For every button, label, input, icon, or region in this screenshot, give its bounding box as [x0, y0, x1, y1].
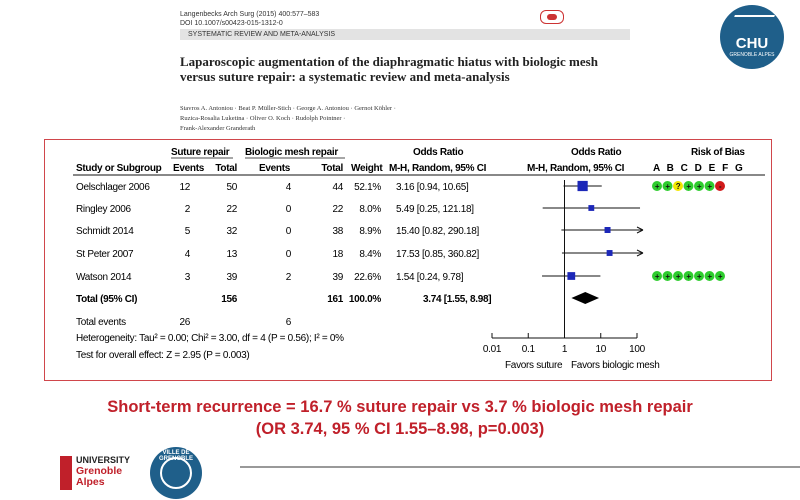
study-weight: 22.6% — [354, 272, 381, 283]
journal-line-1: Langenbecks Arch Surg (2015) 400:577–583 — [180, 11, 320, 18]
header-study: Study or Subgroup — [76, 163, 162, 174]
favors-mesh-label: Favors biologic mesh — [571, 360, 660, 371]
summary-text — [0, 396, 800, 440]
x-tick-label: 10 — [595, 344, 607, 355]
x-tick-label: 0.1 — [521, 344, 535, 355]
log-axis — [483, 333, 646, 355]
article-title: Laparoscopic augmentation of the diaphragmatic hiatus with biologic mesh versus suture repair: a systematic review and meta-analysis — [180, 54, 598, 84]
risk-of-bias-symbol: + — [696, 182, 702, 191]
study-marker — [607, 250, 613, 256]
university-alpes: Alpes — [76, 476, 105, 488]
chu-logo-text: CHU — [735, 35, 769, 52]
risk-of-bias-symbol: + — [717, 272, 723, 281]
total-events-suture: 26 — [179, 317, 190, 328]
study-weight: 8.9% — [359, 226, 381, 237]
risk-of-bias-symbol: + — [707, 272, 712, 281]
study-ci-text: 15.40 [0.82, 290.18] — [396, 226, 479, 237]
author-list — [180, 104, 620, 134]
study-marker — [578, 181, 588, 191]
total-mesh: 38 — [332, 226, 343, 237]
risk-of-bias-symbol: + — [654, 182, 660, 191]
ville-emblem-icon — [160, 457, 192, 489]
x-tick-label: 100 — [629, 344, 645, 355]
header-risk-of-bias: Risk of Bias — [691, 147, 745, 158]
events-suture: 4 — [184, 249, 190, 260]
study-name: Watson 2014 — [76, 272, 132, 283]
total-events-mesh: 6 — [285, 317, 291, 328]
risk-of-bias-symbol: + — [707, 182, 712, 191]
events-mesh: 4 — [285, 182, 291, 193]
risk-of-bias-symbol: + — [654, 272, 660, 281]
summary-line-2: (OR 3.74, 95 % CI 1.55–8.98, p=0.003) — [255, 420, 545, 438]
total-suture: 32 — [226, 226, 237, 237]
events-suture: 3 — [184, 272, 190, 283]
total-suture: 50 — [226, 182, 237, 193]
x-tick-label: 1 — [561, 344, 568, 355]
events-suture: 12 — [179, 182, 190, 193]
risk-of-bias-symbol: + — [686, 272, 691, 281]
header-biologic-mesh: Biologic mesh repair — [245, 147, 338, 158]
events-mesh: 0 — [285, 204, 291, 215]
total-weight: 100.0% — [348, 294, 381, 305]
university-line-1: UNIVERSITY — [76, 455, 131, 465]
ville-logo-text: VILLE DE GRENOBLE — [158, 450, 193, 462]
total-ci-text: 3.74 [1.55, 8.98] — [423, 294, 492, 305]
total-suture: 39 — [226, 272, 237, 283]
study-name: Ringley 2006 — [76, 204, 131, 215]
authors-line-2: Ruzica-Rosalia Luketina · Oliver O. Koch · Rudolph Pointner · — [180, 115, 346, 122]
events-suture: 2 — [184, 204, 190, 215]
forest-plot — [45, 140, 773, 382]
mountain-icon — [729, 15, 775, 31]
study-ci-text: 5.49 [0.25, 121.18] — [396, 204, 474, 215]
events-mesh: 2 — [285, 272, 291, 283]
study-name: Oelschlager 2006 — [76, 182, 150, 193]
university-grenoble: Grenoble — [76, 465, 123, 477]
pooled-diamond — [571, 292, 599, 304]
header-total-2: Total — [321, 163, 343, 174]
total-suture: 22 — [226, 204, 237, 215]
study-marker — [567, 272, 575, 280]
study-name: St Peter 2007 — [76, 249, 134, 260]
study-ci-text: 1.54 [0.24, 9.78] — [396, 272, 464, 283]
risk-of-bias-symbol: ? — [675, 182, 681, 191]
events-mesh: 0 — [285, 249, 291, 260]
header-suture-repair: Suture repair — [171, 147, 230, 158]
study-rows — [76, 182, 479, 283]
x-tick-label: 0.01 — [482, 344, 502, 355]
risk-of-bias-symbol: + — [686, 182, 691, 191]
study-weight: 8.4% — [359, 249, 381, 260]
study-ci-text: 17.53 [0.85, 360.82] — [396, 249, 479, 260]
section-label: SYSTEMATIC REVIEW AND META-ANALYSIS — [180, 29, 630, 40]
university-grenoble-logo — [60, 452, 150, 496]
overall-effect-text: Test for overall effect: Z = 2.95 (P = 0.003) — [76, 350, 250, 361]
risk-of-bias-symbol: + — [665, 182, 670, 191]
study-marker — [588, 205, 594, 211]
header-odds-ratio-plot: Odds Ratio — [571, 147, 622, 158]
study-name: Schmidt 2014 — [76, 226, 134, 237]
study-ci-text: 3.16 [0.94, 10.65] — [396, 182, 469, 193]
study-marker — [605, 227, 611, 233]
risk-of-bias-symbol: - — [718, 182, 722, 191]
chu-logo-subtext: GRENOBLE ALPES — [729, 52, 775, 58]
footer-divider — [240, 466, 800, 468]
favors-suture-label: Favors suture — [505, 360, 563, 371]
header-rob-letters: A B C D E F G — [653, 163, 745, 174]
total-mesh: 39 — [332, 272, 343, 283]
heterogeneity-text: Heterogeneity: Tau² = 0.00; Chi² = 3.00, df = 4 (P = 0.56); I² = 0% — [76, 333, 344, 344]
risk-of-bias-symbol: + — [696, 272, 702, 281]
header-total-1: Total — [215, 163, 237, 174]
authors-line-1: Stavros A. Antoniou · Beat P. Müller-Stich · George A. Antoniou · Gernot Köhler · — [180, 105, 396, 112]
journal-citation — [180, 10, 319, 28]
total-mesh: 18 — [332, 249, 343, 260]
header-method-plot: M-H, Random, 95% CI — [527, 163, 625, 174]
header-weight: Weight — [351, 163, 383, 174]
header-odds-ratio-text: Odds Ratio — [413, 147, 464, 158]
events-suture: 5 — [184, 226, 190, 237]
header-method-text: M-H, Random, 95% CI — [389, 163, 487, 174]
total-mesh: 44 — [332, 182, 343, 193]
study-weight: 8.0% — [359, 204, 381, 215]
total-mesh: 22 — [332, 204, 343, 215]
risk-of-bias-symbol: + — [665, 272, 670, 281]
journal-line-2: DOI 10.1007/s00423-015-1312-0 — [180, 20, 283, 27]
university-mark-icon — [60, 456, 72, 490]
total-suture: 13 — [226, 249, 237, 260]
events-mesh: 0 — [285, 226, 291, 237]
total-n-mesh: 161 — [327, 294, 343, 305]
university-line-2 — [76, 466, 122, 488]
ville-de-grenoble-logo — [150, 447, 202, 499]
forest-plot-panel — [44, 139, 772, 381]
chu-logo — [720, 5, 784, 69]
risk-of-bias-symbol: + — [675, 272, 681, 281]
header-events-2: Events — [259, 163, 290, 174]
study-weight: 52.1% — [354, 182, 381, 193]
plot-marks — [542, 180, 725, 338]
total-events-label: Total events — [76, 317, 126, 328]
springer-logo-icon — [540, 10, 564, 24]
header-events-1: Events — [173, 163, 204, 174]
summary-line-1: Short-term recurrence = 16.7 % suture repair vs 3.7 % biologic mesh repair — [107, 398, 693, 416]
total-n-suture: 156 — [221, 294, 237, 305]
total-label: Total (95% CI) — [76, 294, 138, 305]
authors-line-3: Frank-Alexander Granderath — [180, 125, 256, 132]
